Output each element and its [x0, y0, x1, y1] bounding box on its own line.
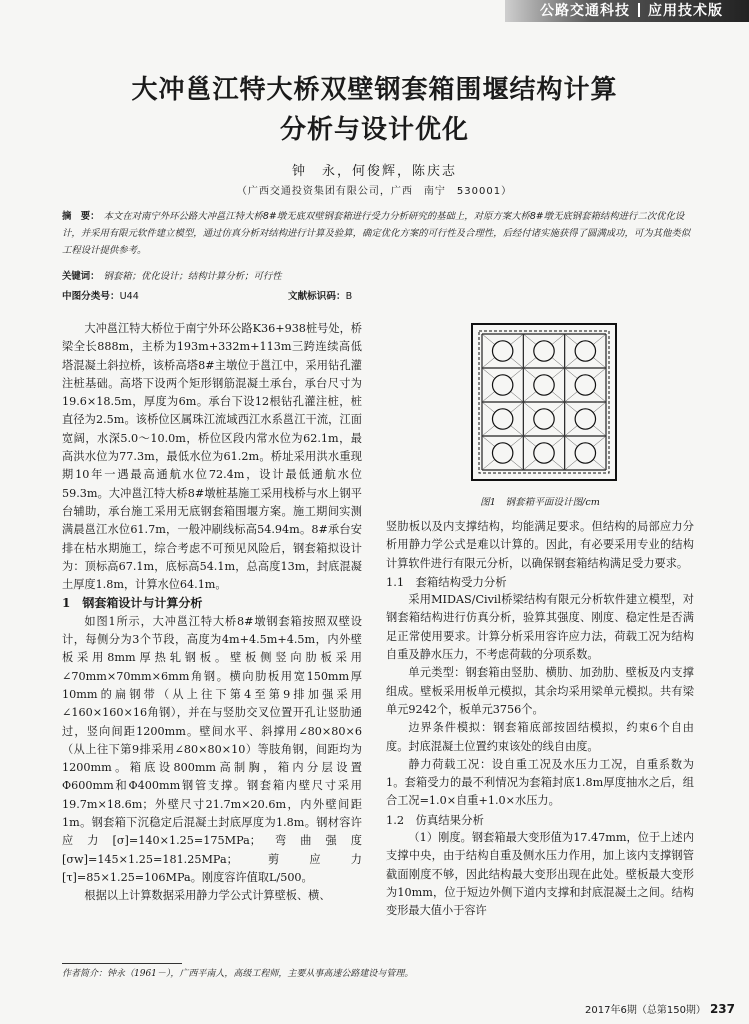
- running-header: [540, 1, 745, 21]
- title-line-1: 大冲邕江特大桥双壁钢套箱围堰结构计算: [131, 75, 618, 105]
- page-footer: [585, 1001, 735, 1016]
- author-footnote: 作者简介：钟永（1961－），广西平南人，高级工程师，主要从事高速公路建设与管理。: [62, 969, 414, 979]
- figure-1-plan-drawing: [470, 322, 618, 482]
- pile-circle: [575, 341, 595, 361]
- document-code: [288, 288, 352, 302]
- header-separator: [638, 3, 640, 17]
- continued-paragraph: 竖肋板以及内支撑结构，均能满足要求。但结构的局部应力分析用静力学公式是难以计算的。因此，有必要采用专业的结构计算软件进行有限元分析，以确保钢套箱结构满足受力要求。: [386, 520, 694, 570]
- section-1-1-heading: 1.1 套箱结构受力分析: [386, 574, 507, 589]
- left-column: [62, 320, 362, 906]
- section-1-2-heading: 1.2 仿真结果分析: [386, 812, 484, 827]
- abstract-label: 摘 要：: [62, 211, 100, 222]
- journal-edition: 应用技术版: [648, 3, 723, 19]
- title-line-2: 分析与设计优化: [279, 115, 469, 145]
- pile-circle: [534, 341, 554, 361]
- pile-circle: [492, 341, 512, 361]
- pile-circle: [534, 443, 554, 463]
- clc-value: U44: [119, 291, 139, 302]
- abstract-text: 本文在对南宁外环公路大冲邕江特大桥8#墩无底双壁钢套箱进行受力分析研究的基础上，对原方案大桥8#墩无底钢套箱结构进行二次优化设计，并采用有限元软件建立模型，通过仿真分析对结构进行计算及验算，确定优化方案的可行性及合理性，后经付诸实施获得了圆满成功，可为其他类似工程设计提供参考。: [62, 211, 691, 256]
- keywords: [62, 268, 692, 285]
- clc-number: [62, 288, 139, 302]
- clc-label: 中图分类号：: [62, 291, 120, 302]
- section-1-2-paragraph-1: （1）刚度。钢套箱最大变形值为17.47mm，位于上述内支撑中央，由于结构自重及侧水压力作用，加上该内支撑钢管截面刚度不够，因此结构最大变形出现在此处。壁板最大变形为10mm，位于短边外侧下道内支撑和封底混凝土之间。结构变形最大值小于容许: [386, 831, 694, 918]
- footnote-rule: [62, 963, 182, 964]
- authors: 钟 永，何俊辉，陈庆志: [291, 164, 457, 179]
- intro-paragraph: 大冲邕江特大桥位于南宁外环公路K36+938桩号处，桥梁全长888m，主桥为193m+332m+113m三跨连续高低塔混凝土斜拉桥，该桥高塔8#主墩位于邕江中，采用钻孔灌注桩基础。高塔下设两个矩形钢筋混凝土承台，承台尺寸为19.6×18.5m，厚度为6m。承台下设12根钻孔灌注桩，桩直径为2.5m。该桥位区属珠江流域西江水系邕江干流，江面宽阔，水深5.0～10.0m，桥位区段内常水位为62.1m，最高洪水位为77.3m，最低水位为61.2m。桥址采用洪水重现期10年一遇最高通航水位72.4m，设计最低通航水位59.3m。大冲邕江特大桥8#墩桩基施工采用栈桥与水上钢平台辅助，承台施工采用无底钢套箱围堰方案。施工期间实测满晨邕江水位61.7m，一般冲刷线标高54.94m。8#承台安排在枯水期施工，综合考虑不可预见风险后，钢套箱拟设计为：顶标高67.1m，底标高54.1m，总高度13m，封底混凝土厚度1.8m，计算水位64.1m。: [62, 322, 362, 592]
- keywords-label: 关键词：: [62, 271, 100, 282]
- right-column: [386, 518, 694, 921]
- doc-code-value: B: [345, 291, 353, 302]
- page-number: 237: [709, 1002, 735, 1016]
- affiliation: （广西交通投资集团有限公司，广西 南宁 530001）: [236, 186, 513, 197]
- pile-circle: [575, 443, 595, 463]
- doc-code-label: 文献标识码：: [288, 291, 346, 302]
- pile-circle: [492, 375, 512, 395]
- section-1-1-paragraph-2: 单元类型：钢套箱由竖肋、横肋、加劲肋、壁板及内支撑组成。壁板采用板单元模拟，其余均采用梁单元模拟。共有梁单元9242个，板单元3756个。: [386, 666, 694, 716]
- paper-title: [40, 70, 709, 150]
- pile-circle: [575, 375, 595, 395]
- abstract: [62, 208, 692, 259]
- journal-name: 公路交通科技: [540, 3, 630, 19]
- keywords-text: 钢套箱；优化设计；结构计算分析；可行性: [103, 271, 282, 282]
- section-1-paragraph-1: 如图1所示，大冲邕江特大桥8#墩钢套箱按照双壁设计，每侧分为3个节段，高度为4m+4.5m+4.5m，内外壁板采用8mm厚热轧钢板。壁板侧竖向肋板采用∠70mm×70mm×6mm角钢。横向肋板用宽150mm厚10mm的扁钢带（从上往下第4至第9排加强采用∠160×160×16角钢），并在与竖肋交叉位置开孔让竖肋通过，竖向间距1200mm。壁间水平、斜撑用∠80×80×6（从上往下第9排采用∠80×80×10）等肢角钢，间距均为1200mm。箱底设800mm高制胸，箱内分层设置Φ600mm和Φ400mm钢管支撑。钢套箱内壁尺寸采用19.7m×18.6m；外壁尺寸21.7m×20.6m，内外壁间距1m。钢套箱下沉稳定后混凝土封底厚度为1.8m。钢材容许应力[σ]=140×1.25=175MPa；弯曲强度[σw]=145×1.25=181.25MPa；剪应力[τ]=85×1.25=106MPa。刚度容许值取L/500。: [62, 614, 362, 884]
- section-1-paragraph-2: 根据以上计算数据采用静力学公式计算壁板、横、: [84, 889, 331, 903]
- figure-caption: 图1 钢套箱平面设计图/cm: [480, 497, 600, 508]
- pile-circle: [492, 443, 512, 463]
- section-1-heading: 1 钢套箱设计与计算分析: [62, 596, 203, 611]
- pile-circle: [575, 409, 595, 429]
- section-1-1-paragraph-4: 静力荷载工况：设自重工况及水压力工况，自重系数为1。套箱受力的最不利情况为套箱封底1.8m厚度抽水之后，组合工况=1.0×自重+1.0×水压力。: [386, 757, 694, 808]
- pile-circle: [534, 375, 554, 395]
- issue-info: 2017年6期（总第150期）: [585, 1005, 706, 1016]
- section-1-1-paragraph-3: 边界条件模拟：钢套箱底部按固结模拟，约束6个自由度。封底混凝土位置约束该处的线自由度。: [386, 721, 694, 753]
- pile-circle: [534, 409, 554, 429]
- pile-circle: [492, 409, 512, 429]
- section-1-1-paragraph-1: 采用MIDAS/Civil桥梁结构有限元分析软件建立模型，对钢套箱结构进行仿真分析，验算其强度、刚度、稳定性是否满足正常使用要求。计算分析采用容许应力法，荷载工况为结构自重及静水压力，不考虑荷载的分项系数。: [386, 593, 694, 662]
